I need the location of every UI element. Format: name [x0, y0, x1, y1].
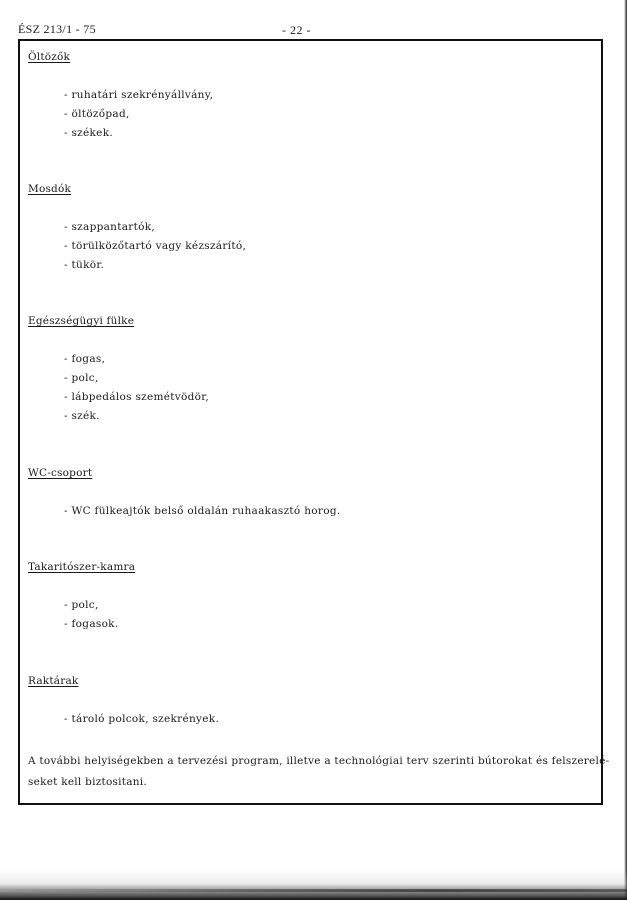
list-item: - ruhatári szekrényállvány, [64, 89, 214, 101]
list-item: - polc, [64, 599, 99, 611]
scan-streak [0, 889, 627, 892]
list-item: - székek. [64, 127, 113, 139]
section-heading-takaritoszer-kamra: Takaritószer-kamra [28, 561, 136, 573]
closing-paragraph-line-2: seket kell biztositani. [28, 776, 147, 788]
section-heading-raktarak: Raktárak [28, 675, 79, 687]
closing-paragraph-line-1: A további helyiségekben a tervezési program, illetve a technológiai terv szerinti bútorokat és felszerelé- [28, 755, 610, 767]
section-heading-oltozok: Öltözők [28, 51, 71, 63]
list-item: - fogas, [64, 353, 106, 365]
document-code: ÉSZ 213/1 - 75 [18, 22, 96, 36]
list-item: - fogasok. [64, 618, 119, 630]
section-heading-wc-csoport: WC-csoport [28, 467, 93, 479]
section-heading-mosdok: Mosdók [28, 183, 72, 195]
list-item: - törülközőtartó vagy kézszárító, [64, 240, 247, 252]
list-item: - lábpedálos szemétvödör, [64, 391, 210, 403]
list-item: - tükör. [64, 259, 105, 271]
content-frame [18, 39, 610, 805]
list-item: - WC fülkeajtók belső oldalán ruhaakasztó horog. [64, 505, 341, 517]
section-heading-egeszsegugyi-fulke: Egészségügyi fülke [28, 315, 135, 327]
page-header [18, 22, 618, 38]
list-item: - szappantartók, [64, 221, 156, 233]
list-item: - polc, [64, 372, 99, 384]
list-item: - tároló polcok, szekrények. [64, 713, 220, 725]
scan-edge-bottom [0, 870, 627, 900]
list-item: - öltözőpad, [64, 108, 130, 120]
list-item: - szék. [64, 410, 100, 422]
page-number: - 22 - [282, 23, 311, 37]
